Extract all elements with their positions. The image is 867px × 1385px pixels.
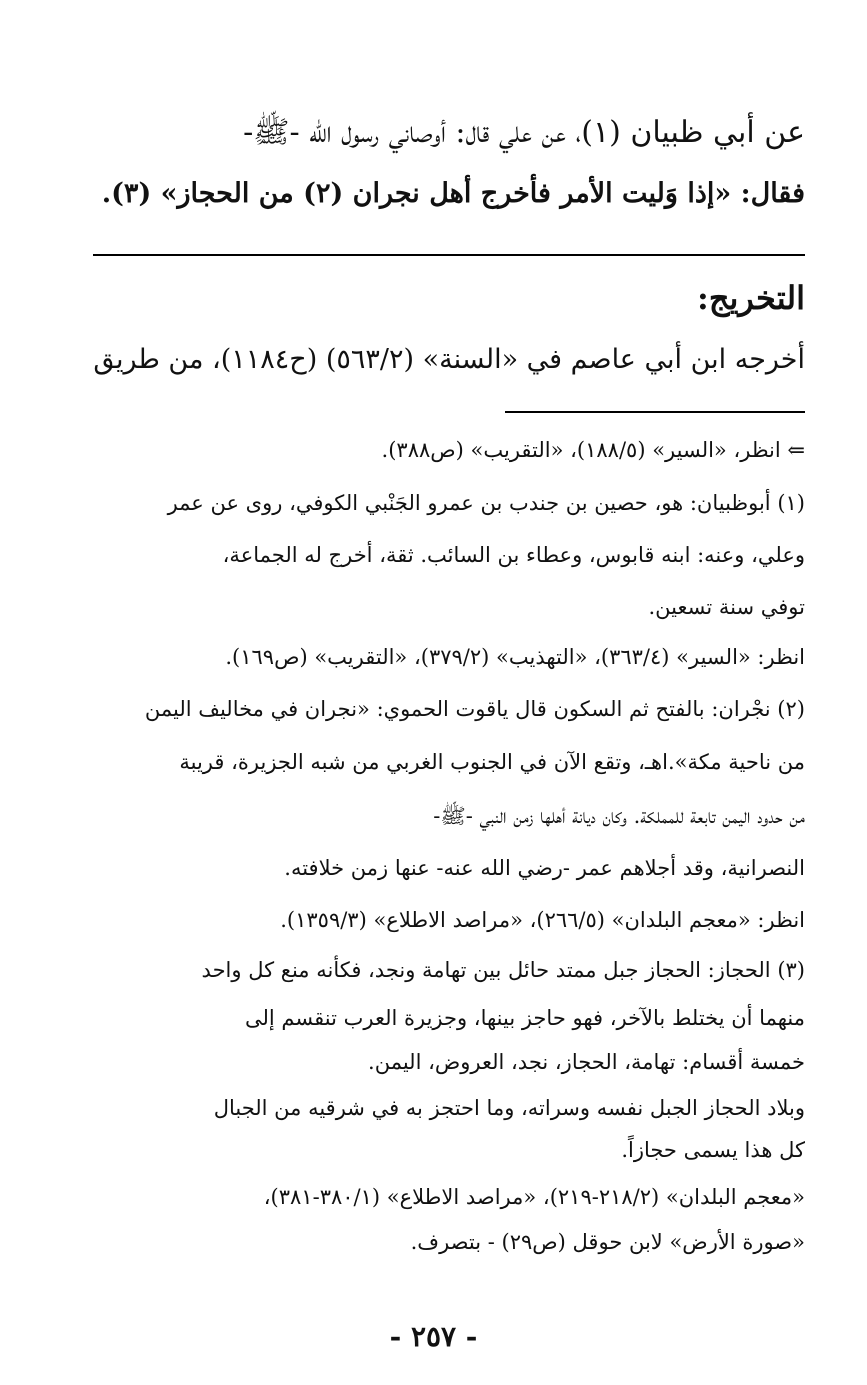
footnote-line: ⇐ انظر، «السير» (١٨٨/٥)، «التقريب» (ص٣٨٨). <box>381 438 805 462</box>
footnote-line: من حدود اليمن تابعة للمملكة. وكان ديانة أهلها زمن النبي -ﷺ- <box>433 804 805 828</box>
footnote-line: (١) أبوظبيان: هو، حصين بن جندب بن عمرو الجَنْبي الكوفي، روى عن عمر <box>167 491 805 515</box>
footnote-line: (٢) نجْران: بالفتح ثم السكون قال ياقوت الحموي: «نجران في مخاليف اليمن <box>144 697 805 721</box>
footnote-line: (٣) الحجاز: الحجاز جبل ممتد حائل بين تهامة ونجد، فكأنه منع كل واحد <box>201 958 805 982</box>
footnote-line: انظر: «معجم البلدان» (٢٦٦/٥)، «مراصد الاطلاع» (١٣٥٩/٣). <box>280 908 805 932</box>
takhrij-heading: التخريج: <box>697 279 805 317</box>
footnote-line: انظر: «السير» (٣٦٣/٤)، «التهذيب» (٣٧٩/٢)، «التقريب» (ص١٦٩). <box>225 645 805 669</box>
hadith-line-2: فقال: «إذا وَليت الأمر فأخرج أهل نجران (٢) من الحجاز» (٣). <box>101 178 805 209</box>
hadith-line-1: عن أبي ظبيان (١)، عن علي قال: أوصاني رسول اللّه -ﷺ- <box>243 115 805 150</box>
footnote-line: «صورة الأرض» لابن حوقل (ص٢٩) - بتصرف. <box>410 1230 805 1254</box>
takhrij-text: أخرجه ابن أبي عاصم في «السنة» (٥٦٣/٢) (ح١١٨٤)، من طريق <box>93 344 805 375</box>
footnote-separator <box>505 411 805 413</box>
footnote-line: من ناحية مكة».اهـ، وتقع الآن في الجنوب الغربي من شبه الجزيرة، قريبة <box>179 750 805 774</box>
separator-line <box>93 254 805 256</box>
footnote-line: منهما أن يختلط بالآخر، فهو حاجز بينها، وجزيرة العرب تنقسم إلى <box>244 1006 805 1030</box>
footnote-line: النصرانية، وقد أجلاهم عمر -رضي الله عنه- عنها زمن خلافته. <box>284 856 805 880</box>
footnote-line: خمسة أقسام: تهامة، الحجاز، نجد، العروض، اليمن. <box>368 1050 805 1074</box>
footnote-line: توفي سنة تسعين. <box>648 595 805 619</box>
page-number: - ٢٥٧ - <box>389 1320 478 1353</box>
footnote-line: «معجم البلدان» (٢١٨/٢-٢١٩)، «مراصد الاطلاع» (٣٨٠/١-٣٨١)، <box>263 1185 805 1209</box>
footnote-line: وعلي، وعنه: ابنه قابوس، وعطاء بن السائب. ثقة، أخرج له الجماعة، <box>222 543 805 567</box>
footnote-line: كل هذا يسمى حجازاً. <box>621 1138 805 1162</box>
footnote-line: وبلاد الحجاز الجبل نفسه وسراته، وما احتجز به في شرقيه من الجبال <box>213 1096 805 1120</box>
